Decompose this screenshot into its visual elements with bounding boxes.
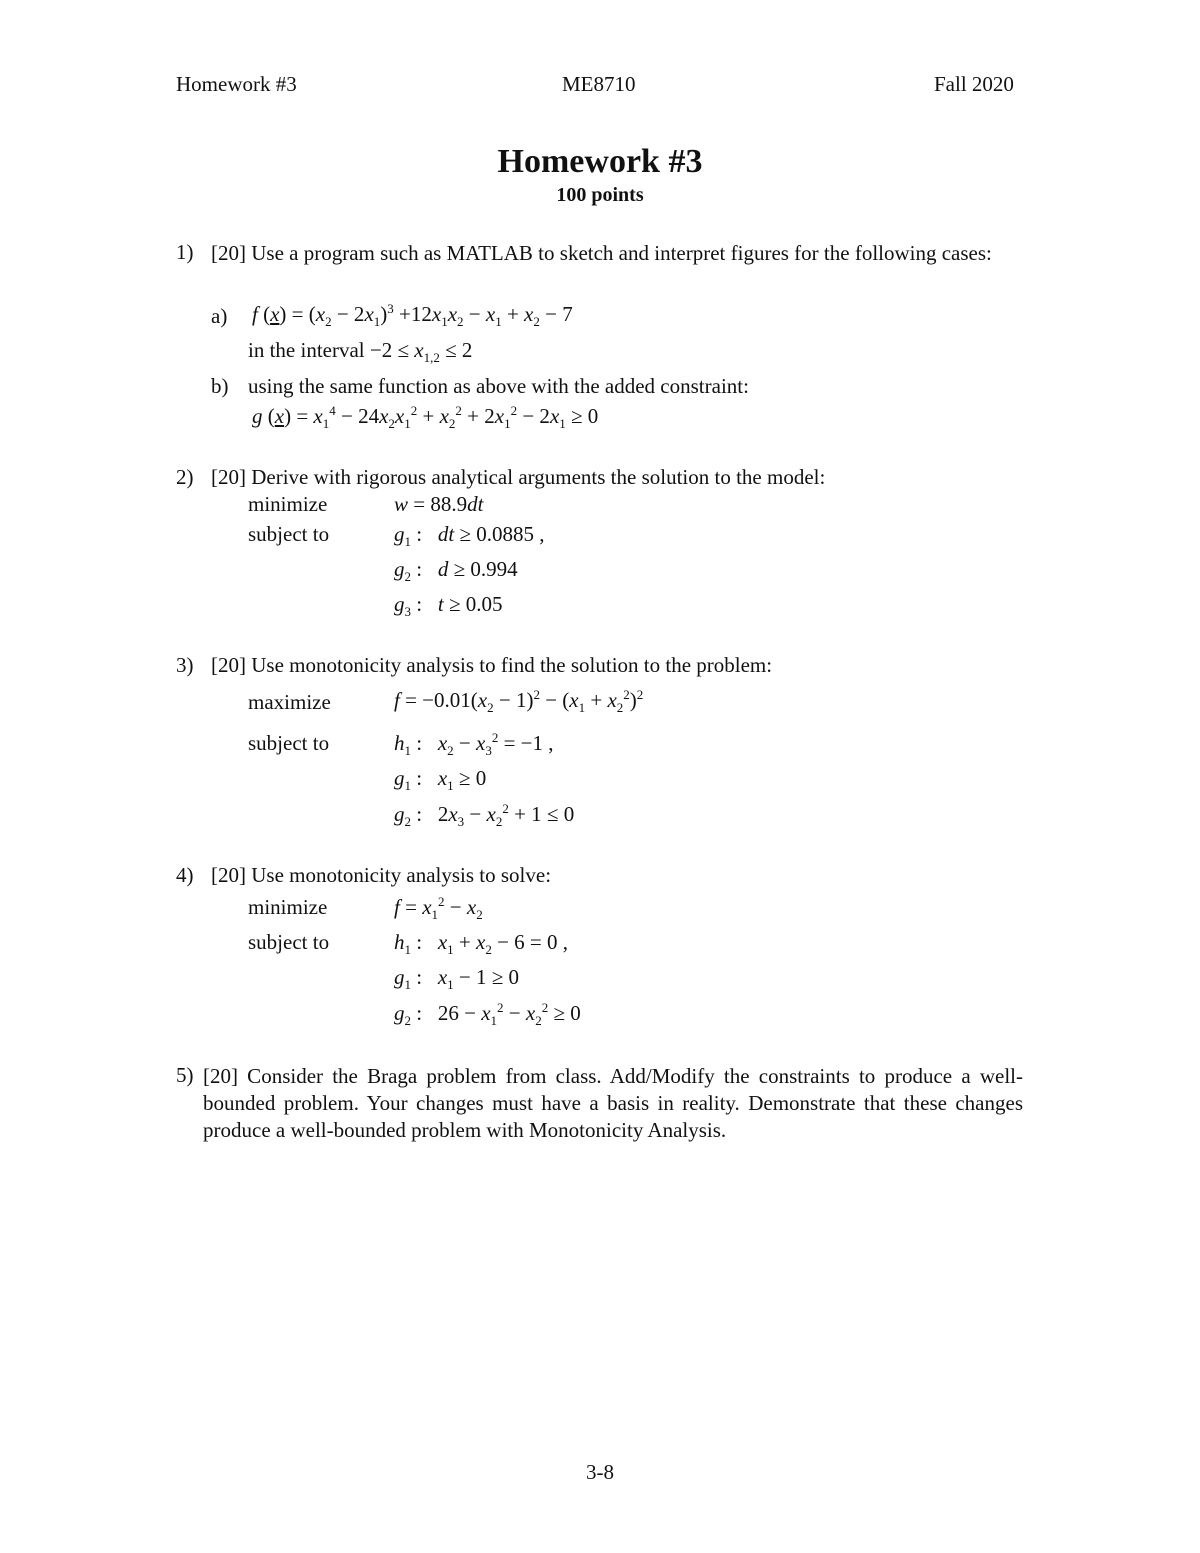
problem-4-subject-word: subject to [248, 930, 330, 954]
problem-4-objective-word: minimize [248, 895, 328, 919]
problem-1b-label: b) [211, 374, 229, 398]
problem-5-text: [20] Consider the Braga problem from class. Add/Modify the constraints to produce a well-bounded problem. Your changes must have a basis in reality. Demonstrate that these changes produce a well-bounded problem with Monotonicity Analysis. [203, 1064, 1023, 1142]
problem-4-number: 4) [176, 863, 194, 887]
problem-3-objective-word: maximize [248, 690, 331, 714]
problem-2-objective: w = 88.9dt [394, 492, 484, 516]
problem-3-constraint-2: $g_1$ : $x_1 \ge 0$ [394, 766, 487, 794]
problem-3-constraint-3: $g_2$ : $2x_3 - x_2^2 + 1 \le 0$ [394, 801, 575, 830]
problem-4-text: [20] Use monotonicity analysis to solve: [211, 863, 552, 887]
problem-2-subject-word: subject to [248, 522, 330, 546]
problem-3-text: [20] Use monotonicity analysis to find the solution to the problem: [211, 653, 773, 677]
problem-3-constraint-1: $h_1$ : $x_2 - x_3^2 = -1$ , [394, 730, 554, 759]
page-number: 3-8 [586, 1460, 614, 1484]
problem-2-constraint-1: $g_1$ : dt ≥ 0.0885 , [394, 522, 545, 550]
problem-2-text: [20] Derive with rigorous analytical arguments the solution to the model: [211, 465, 826, 489]
problem-1a-label: a) [211, 304, 228, 328]
problem-3-subject-word: subject to [248, 731, 330, 755]
problem-1b-equation: g $(x) = x_1^4 - 24x_2x_1^2 + x_2^2 + 2x_1^2 - 2x_1 \ge 0$ [252, 403, 599, 432]
page-title: Homework #3 [497, 143, 703, 180]
problem-4-constraint-2: $g_1$ : $x_1 - 1 \ge 0$ [394, 965, 520, 993]
problem-1-number: 1) [176, 240, 194, 264]
problem-2-objective-word: minimize [248, 492, 328, 516]
problem-4-constraint-3: $g_2$ : $26 - x_1^2 - x_2^2 \ge 0$ [394, 1000, 581, 1029]
problem-1a-note: in the interval $-2 \le x_{1,2} \le 2$ [248, 338, 473, 366]
problem-2-number: 2) [176, 465, 194, 489]
problem-2-constraint-3: $g_3$ : t ≥ 0.05 [394, 592, 503, 620]
problem-4-objective: $f = x_1^2 - x_2$ [394, 894, 483, 923]
problem-3-objective: $f = -0.01(x_2 - 1)^2 - (x_1 + x_2^2)^2$ [394, 687, 644, 716]
problem-5-number: 5) [176, 1063, 194, 1087]
problem-4-constraint-1: $h_1$ : $x_1 + x_2 - 6 = 0$ , [394, 930, 569, 958]
problem-1-text: [20] Use a program such as MATLAB to sketch and interpret figures for the following cases: [211, 241, 992, 265]
header-right: Fall 2020 [934, 72, 1014, 96]
page-subtitle: 100 points [556, 184, 644, 206]
header-center: ME8710 [562, 72, 636, 96]
problem-2-constraint-2: $g_2$ : d ≥ 0.994 [394, 557, 518, 585]
header-left: Homework #3 [176, 72, 297, 96]
problem-1b-text: using the same function as above with the added constraint: [248, 374, 749, 398]
problem-3-number: 3) [176, 653, 194, 677]
problem-1a-equation: f $(x) = (x_2 - 2x_1)^3 +12x_1x_2 - x_1 + x_2 - 7$ [252, 301, 573, 330]
